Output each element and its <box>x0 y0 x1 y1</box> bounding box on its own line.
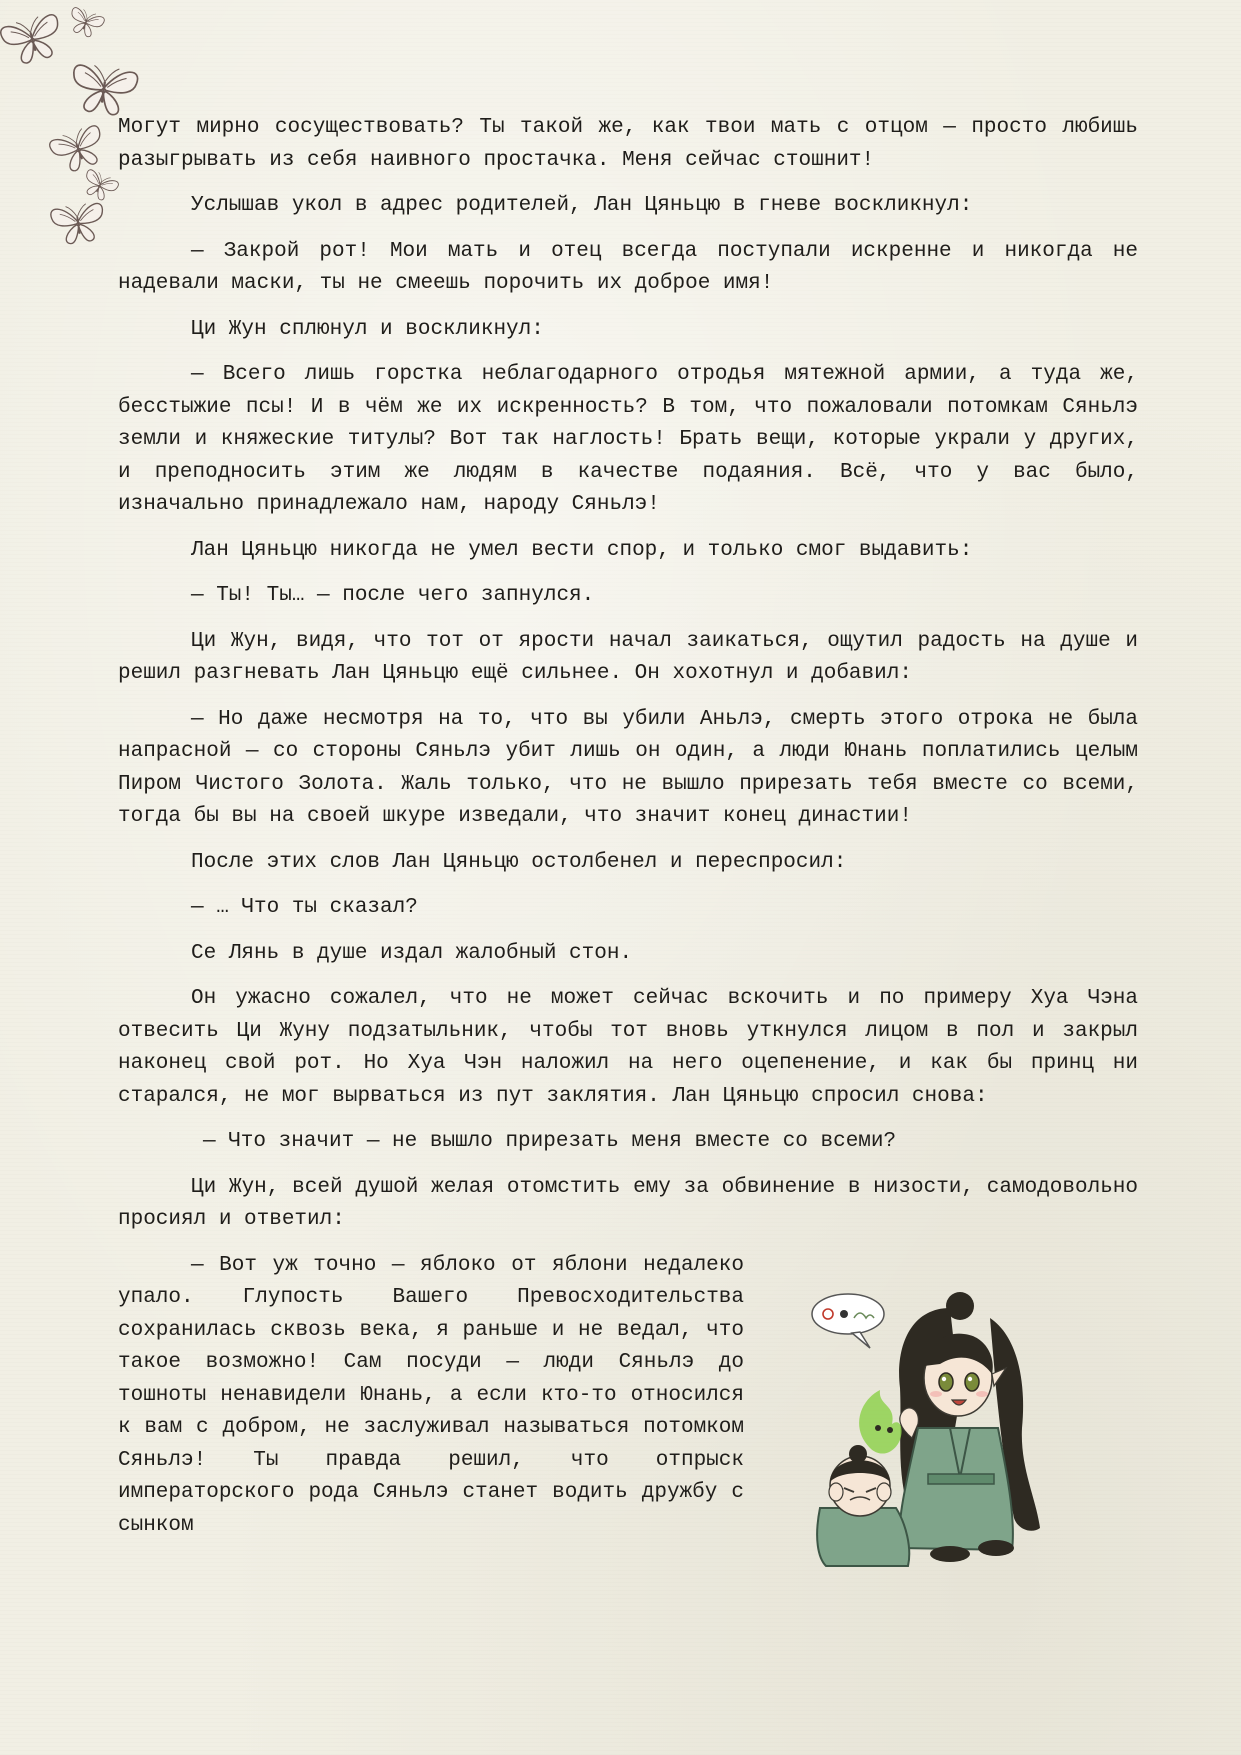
paragraph: Он ужасно сожалел, что не может сейчас вскочить и по примеру Хуа Чэна отвесить Ци Жуну подзатыльник, чтобы тот вновь уткнулся лицом в пол и закрыл наконец свой рот. Но Хуа Чэн наложил на него оцепенение, и как бы принц ни старался, не мог вырваться из пут заклятия. Лан Цяньцю спросил снова: <box>118 987 1138 1108</box>
paragraph: Услышав укол в адрес родителей, Лан Цяньцю в гневе воскликнул: <box>191 194 973 217</box>
paragraph: — Закрой рот! Мои мать и отец всегда поступали искренне и никогда не надевали маски, ты не смеешь порочить их доброе имя! <box>118 239 1138 295</box>
speech-bubble-icon <box>812 1294 884 1348</box>
chibi-characters-illustration <box>800 1278 1100 1578</box>
butterfly-icon <box>50 202 107 246</box>
paragraph: Ци Жун, видя, что тот от ярости начал заикаться, ощутил радость на душе и решил разгневать Лан Цяньцю ещё сильнее. Он хохотнул и добавил: <box>118 629 1138 685</box>
butterfly-icon <box>48 123 110 176</box>
butterfly-icon <box>66 6 106 40</box>
butterfly-icon <box>79 168 120 204</box>
paragraph: — … Что ты сказал? <box>191 896 418 919</box>
ghost-fire-icon <box>859 1390 901 1454</box>
small-character-icon <box>817 1445 909 1566</box>
butterfly-icon <box>69 63 139 118</box>
paragraph: — Всего лишь горстка неблагодарного отродья мятежной армии, а туда же, бесстыжие псы! И в чём же их искренность? В том, что пожаловали потомкам Сяньлэ земли и княжеские титулы? Вот так наглость! Брать вещи, которые украли у других, и преподносить этим же людям в качестве подаяния. Всё, что у вас было, изначально принадлежало нам, народу Сяньлэ! <box>118 363 1138 516</box>
paragraph: Се Лянь в душе издал жалобный стон. <box>191 941 633 965</box>
paragraph: Могут мирно сосуществовать? Ты такой же, как твои мать с отцом — просто любишь разыгрывать из себя наивного простачка. Меня сейчас стошнит! <box>118 116 1138 172</box>
paragraph: — Вот уж точно — яблоко от яблони недалеко упало. Глупость Вашего Превосходительства сохранилась сквозь века, я раньше и не ведал, что такое возможно! Сам посуди — люди Сяньлэ до тошноты ненавидели Юнань, а если кто-то относился к вам с добром, не заслуживал называться потомком Сяньлэ! Ты правда решил, что отпрыск императорского рода Сяньлэ станет водить дружбу с сынком <box>118 1253 744 1537</box>
paragraph: После этих слов Лан Цяньцю остолбенел и переспросил: <box>191 850 847 874</box>
paragraph: — Ты! Ты… — после чего запнулся. <box>191 584 595 607</box>
paragraph: Ци Жун сплюнул и воскликнул: <box>191 317 544 341</box>
paragraph: — Что значит — не вышло прирезать меня вместе со всеми? <box>203 1130 897 1153</box>
paragraph: Лан Цяньцю никогда не умел вести спор, и только смог выдавить: <box>191 538 973 562</box>
paragraph: Ци Жун, всей душой желая отомстить ему за обвинение в низости, самодовольно просиял и ответил: <box>118 1175 1138 1231</box>
paragraph: — Но даже несмотря на то, что вы убили Аньлэ, смерть этого отрока не была напрасной — со стороны Сяньлэ убит лишь он один, а люди Юнань поплатились целым Пиром Чистого Золота. Жаль только, что не вышло прирезать тебя вместе со всеми, тогда бы вы на своей шкуре изведали, что значит конец династии! <box>118 707 1138 828</box>
butterfly-icon <box>0 12 66 67</box>
